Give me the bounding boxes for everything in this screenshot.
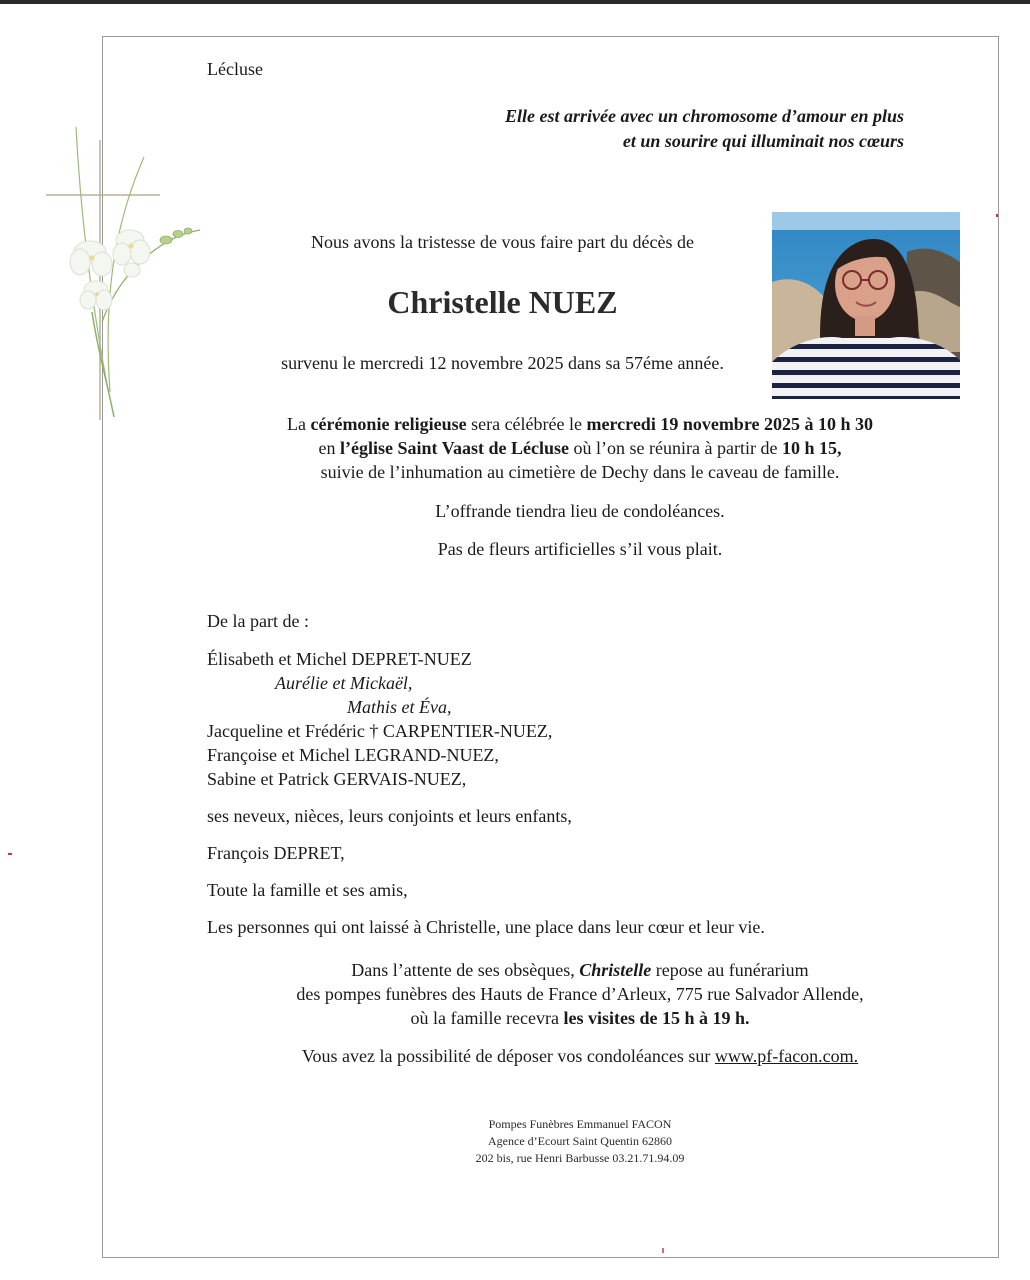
text: Dans l’attente de ses obsèques, — [351, 960, 580, 980]
quote-line: et un sourire qui illuminait nos cœurs — [622, 131, 904, 151]
text: sera célébrée le — [466, 414, 587, 434]
text: en — [318, 438, 341, 458]
cross-orchid-icon — [40, 122, 210, 422]
scan-mark — [662, 1248, 664, 1253]
condolences-online — [150, 1044, 1010, 1068]
flowers-note: Pas de fleurs artificielles s’il vous plait. — [437, 539, 723, 559]
ceremony-line: suivie de l’inhumation au cimetière de Dechy dans le caveau de famille. — [320, 462, 840, 482]
text: La — [287, 414, 311, 434]
deceased-first-name: Christelle — [579, 960, 652, 980]
epitaph-quote — [505, 104, 904, 154]
visiting-hours: les visites de 15 h à 19 h. — [563, 1008, 750, 1028]
quote-line: Elle est arrivée avec un chromosome d’amour en plus — [505, 106, 904, 126]
funerarium-line: des pompes funèbres des Hauts de France d’Arleux, 775 rue Salvador Allende, — [296, 984, 864, 1004]
gathering-time: 10 h 15, — [781, 438, 842, 458]
family-relatives: ses neveux, nièces, leurs conjoints et leurs enfants, — [207, 806, 572, 826]
family-header: De la part de : — [207, 611, 309, 631]
scan-mark — [8, 853, 12, 855]
text: Vous avez la possibilité de déposer vos condoléances sur — [301, 1046, 715, 1066]
funeral-agency — [150, 1116, 1010, 1167]
family-member: Jacqueline et Frédéric † CARPENTIER-NUEZ, — [207, 721, 553, 741]
family-member: Françoise et Michel LEGRAND-NUEZ, — [207, 745, 499, 765]
ceremony-line — [150, 412, 1010, 436]
funerarium-line — [150, 958, 1010, 982]
offering-note: L’offrande tiendra lieu de condoléances. — [435, 501, 725, 521]
family-member: Élisabeth et Michel DEPRET-NUEZ — [207, 649, 472, 669]
family-others: Les personnes qui ont laissé à Christelle, une place dans leur cœur et leur vie. — [207, 917, 765, 937]
family-member: Mathis et Éva, — [347, 697, 452, 717]
portrait-photo — [772, 212, 960, 399]
condolences-link[interactable]: www.pf-facon.com. — [714, 1046, 859, 1066]
ceremony-line — [150, 436, 1010, 460]
agency-line: Agence d’Ecourt Saint Quentin 62860 — [488, 1134, 672, 1148]
death-date-line: survenu le mercredi 12 novembre 2025 dans sa 57éme année. — [281, 353, 724, 373]
text: où la famille recevra — [410, 1008, 564, 1028]
family-member: Aurélie et Mickaël, — [275, 673, 413, 693]
funerarium-line — [150, 1006, 1010, 1030]
scan-mark — [996, 214, 998, 217]
ceremony-block — [150, 412, 1010, 484]
text: repose au funérarium — [651, 960, 809, 980]
agency-line: 202 bis, rue Henri Barbusse 03.21.71.94.09 — [475, 1151, 685, 1165]
family-member: Sabine et Patrick GERVAIS-NUEZ, — [207, 769, 467, 789]
family-friends: Toute la famille et ses amis, — [207, 880, 408, 900]
family-list — [207, 609, 765, 939]
family-member: François DEPRET, — [207, 843, 345, 863]
text: où l’on se réunira à partir de — [569, 438, 782, 458]
city-label: Lécluse — [207, 59, 263, 79]
ceremony-location: l’église Saint Vaast de Lécluse — [340, 438, 570, 458]
ceremony-date: mercredi 19 novembre 2025 à 10 h 30 — [586, 414, 873, 434]
funerarium-block — [150, 958, 1010, 1030]
announcement-intro: Nous avons la tristesse de vous faire part du décès de — [311, 232, 694, 252]
ceremony-type: cérémonie religieuse — [310, 414, 467, 434]
deceased-name: Christelle NUEZ — [387, 284, 618, 320]
scan-top-edge — [0, 0, 1030, 4]
agency-line: Pompes Funèbres Emmanuel FACON — [488, 1117, 672, 1131]
